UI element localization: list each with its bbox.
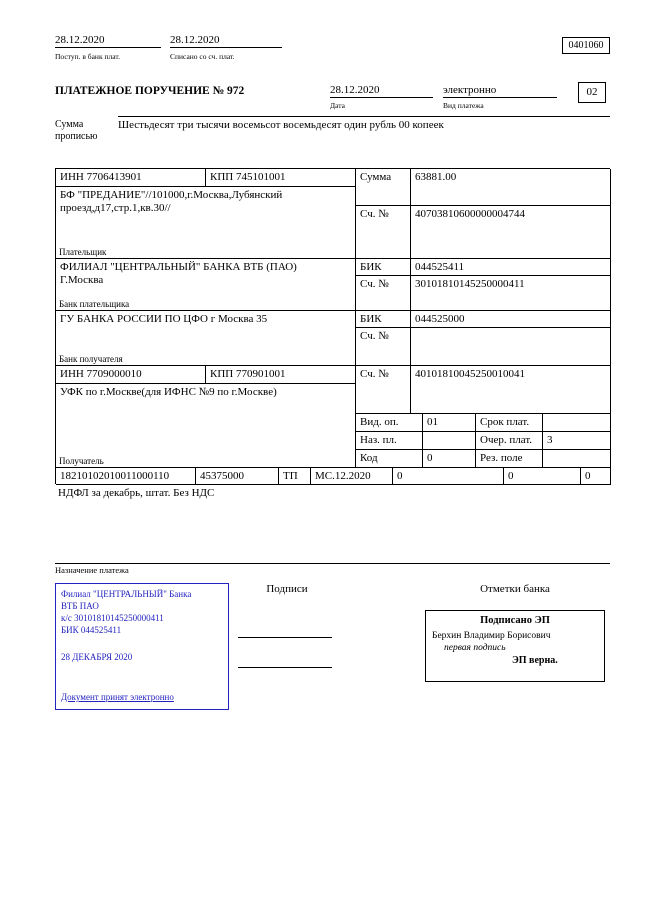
purpose-line bbox=[55, 563, 610, 564]
stamp-footer: Документ принят электронно bbox=[61, 692, 174, 702]
signature-line-1 bbox=[238, 637, 332, 638]
op-type-value: 01 bbox=[423, 414, 476, 432]
payer-account: 40703810600000004744 bbox=[411, 206, 611, 259]
receiver-bank-bik: 044525000 bbox=[411, 311, 611, 328]
receiver-account-label: Сч. № bbox=[356, 366, 411, 414]
payer-bank-city: Г.Москва bbox=[60, 274, 104, 286]
payer-bank-cell bbox=[56, 259, 356, 311]
stamp-line-4: БИК 044525411 bbox=[61, 625, 122, 635]
payment-kind: электронно bbox=[443, 84, 557, 98]
tax-pay-type: 0 bbox=[581, 468, 611, 485]
stamp-line-1: Филиал "ЦЕНТРАЛЬНЫЙ" Банка bbox=[61, 589, 192, 599]
sum-value: 63881.00 bbox=[411, 169, 611, 206]
status-code-box: 02 bbox=[578, 82, 606, 103]
receiver-kpp: КПП 770901001 bbox=[206, 366, 356, 384]
receiver-bank-account-label: Сч. № bbox=[356, 328, 411, 366]
signatures-header: Подписи bbox=[266, 583, 308, 595]
signature-line-2 bbox=[238, 667, 332, 668]
payer-bank-bik-label: БИК bbox=[356, 259, 411, 276]
amount-words-label: Сумма прописью bbox=[55, 119, 98, 142]
stamp-line-2: ВТБ ПАО bbox=[61, 601, 99, 611]
pay-term-value bbox=[543, 414, 611, 432]
document-date: 28.12.2020 bbox=[330, 84, 433, 98]
purpose-code-label: Наз. пл. bbox=[356, 432, 423, 450]
bank-stamp bbox=[55, 583, 229, 710]
received-date-label: Поступ. в банк плат. bbox=[55, 52, 120, 61]
payer-section-label: Плательщик bbox=[59, 247, 107, 257]
ep-signature-role: первая подпись bbox=[444, 643, 506, 653]
purpose-text: НДФЛ за декабрь, штат. Без НДС bbox=[58, 487, 215, 499]
receiver-bank-name: ГУ БАНКА РОССИИ ПО ЦФО г Москва 35 bbox=[60, 313, 268, 325]
reserve-field-value bbox=[543, 450, 611, 468]
debited-date: 28.12.2020 bbox=[170, 34, 282, 48]
sum-label: Сумма bbox=[356, 169, 411, 206]
receiver-bank-bik-label: БИК bbox=[356, 311, 411, 328]
tax-doc-date: 0 bbox=[504, 468, 581, 485]
payment-table bbox=[55, 168, 610, 484]
electronic-signature-box bbox=[425, 610, 605, 682]
payer-bank-name: ФИЛИАЛ "ЦЕНТРАЛЬНЫЙ" БАНКА ВТБ (ПАО) bbox=[60, 261, 297, 273]
pay-term-label: Срок плат. bbox=[476, 414, 543, 432]
code-value: 0 bbox=[423, 450, 476, 468]
tax-kbk: 18210102010011000110 bbox=[56, 468, 196, 485]
purpose-label: Назначение платежа bbox=[55, 565, 129, 575]
amount-words-text: Шестьдесят три тысячи восемьсот восемьдесят один рубль 00 копеек bbox=[118, 116, 610, 132]
receiver-name: УФК по г.Москве(для ИФНС №9 по г.Москве) bbox=[60, 386, 277, 398]
payer-account-label: Сч. № bbox=[356, 206, 411, 259]
ep-verified: ЭП верна. bbox=[512, 655, 558, 666]
payment-kind-label: Вид платежа bbox=[443, 101, 484, 110]
tax-doc-number: 0 bbox=[393, 468, 504, 485]
tax-basis: ТП bbox=[279, 468, 311, 485]
payer-cell bbox=[56, 187, 356, 259]
payer-bank-account-label: Сч. № bbox=[356, 276, 411, 311]
payer-inn: ИНН 7706413901 bbox=[56, 169, 206, 187]
receiver-bank-section-label: Банк получателя bbox=[59, 354, 123, 364]
code-label: Код bbox=[356, 450, 423, 468]
payer-bank-bik: 044525411 bbox=[411, 259, 611, 276]
receiver-inn: ИНН 7709000010 bbox=[56, 366, 206, 384]
payer-kpp: КПП 745101001 bbox=[206, 169, 356, 187]
priority-label: Очер. плат. bbox=[476, 432, 543, 450]
stamp-line-3: к/с 30101810145250000411 bbox=[61, 613, 164, 623]
receiver-account: 40101810045250010041 bbox=[411, 366, 611, 414]
receiver-cell bbox=[56, 384, 356, 468]
payer-bank-section-label: Банк плательщика bbox=[59, 299, 130, 309]
document-title: ПЛАТЕЖНОЕ ПОРУЧЕНИЕ № 972 bbox=[55, 85, 245, 97]
received-date: 28.12.2020 bbox=[55, 34, 161, 48]
stamp-date: 28 ДЕКАБРЯ 2020 bbox=[61, 652, 133, 662]
ep-signer-name: Берхин Владимир Борисович bbox=[432, 631, 551, 641]
payer-bank-account: 30101810145250000411 bbox=[411, 276, 611, 311]
receiver-bank-account bbox=[411, 328, 611, 366]
tax-period: МС.12.2020 bbox=[311, 468, 393, 485]
payer-name: БФ "ПРЕДАНИЕ"//101000,г.Москва,Лубянский проезд,д17,стр.1,кв.30// bbox=[60, 189, 283, 214]
debited-date-label: Списано со сч. плат. bbox=[170, 52, 235, 61]
bank-marks-header: Отметки банка bbox=[480, 583, 550, 595]
op-type-label: Вид. оп. bbox=[356, 414, 423, 432]
form-code-box: 0401060 bbox=[562, 37, 610, 54]
ep-signed-title: Подписано ЭП bbox=[480, 615, 550, 626]
tax-oktmo: 45375000 bbox=[196, 468, 279, 485]
receiver-section-label: Получатель bbox=[59, 456, 104, 466]
document-date-label: Дата bbox=[330, 101, 345, 110]
purpose-code-value bbox=[423, 432, 476, 450]
receiver-bank-cell bbox=[56, 311, 356, 366]
priority-value: 3 bbox=[543, 432, 611, 450]
reserve-field-label: Рез. поле bbox=[476, 450, 543, 468]
